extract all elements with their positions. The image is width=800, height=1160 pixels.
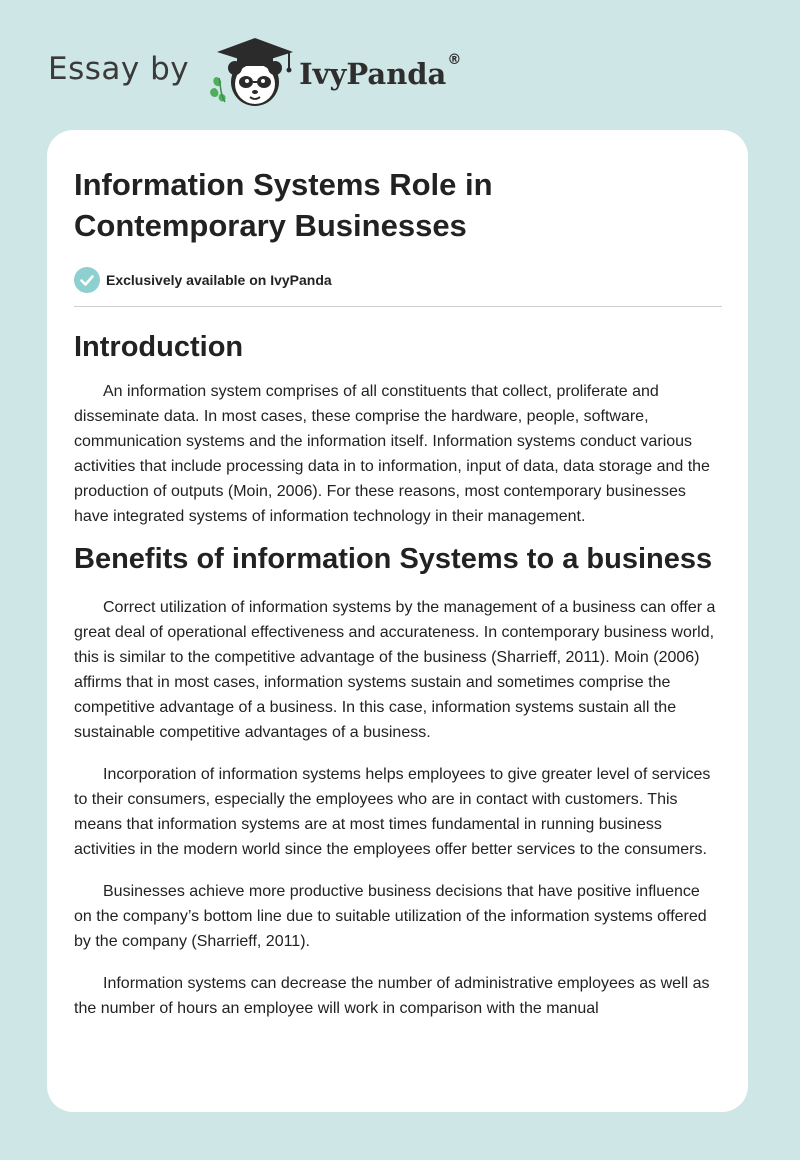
essay-by-label: Essay by (48, 51, 190, 87)
paragraph: An information system comprises of all constituents that collect, proliferate and disseminate data. In most cases, these comprise the hardware, people, software, communication systems and the information itself. Information systems conduct various activities that include processing data in to information, input of data, data storage and the production of outputs (Moin, 2006). For these reasons, most contemporary businesses have integrated systems of information technology in their management. (74, 383, 710, 525)
paragraph: Information systems can decrease the number of administrative employees as well as the number of hours an employee will work in comparison with the manual (74, 975, 710, 1017)
check-circle-icon (74, 267, 100, 293)
ivypanda-wordmark[interactable]: IvyPanda (299, 57, 447, 91)
essay-card (47, 130, 748, 1112)
exclusive-badge (74, 266, 722, 294)
registered-mark: ® (447, 52, 462, 68)
exclusive-label: Exclusively available on IvyPanda (106, 272, 332, 288)
section-heading-benefits: Benefits of information Systems to a business (74, 543, 713, 575)
section-heading-introduction: Introduction (74, 331, 244, 363)
title-divider (74, 306, 722, 307)
paragraph: Businesses achieve more productive business decisions that have positive influence on the company’s bottom line due to suitable utilization of the information systems offered by the company (Sharrieff, 2011). (74, 883, 707, 950)
panda-graduate-logo-icon[interactable] (205, 34, 297, 110)
page-title: Information Systems Role in Contemporary Businesses (74, 167, 493, 243)
site-header (48, 34, 461, 110)
paragraph: Incorporation of information systems helps employees to give greater level of services to their consumers, especially the employees who are in contact with customers. This means that information systems are at most times fundamental in running business activities in the modern world since the employees offer better services to the consumers. (74, 766, 711, 858)
paragraph: Correct utilization of information systems by the management of a business can offer a great deal of operational effectiveness and accurateness. In contemporary business world, this is similar to the competitive advantage of the business (Sharrieff, 2011). Moin (2006) affirms that in most cases, information systems sustain and sometimes comprise the competitive advantage of a business. In this case, information systems sustain all the sustainable competitive advantages of a business. (74, 599, 716, 741)
